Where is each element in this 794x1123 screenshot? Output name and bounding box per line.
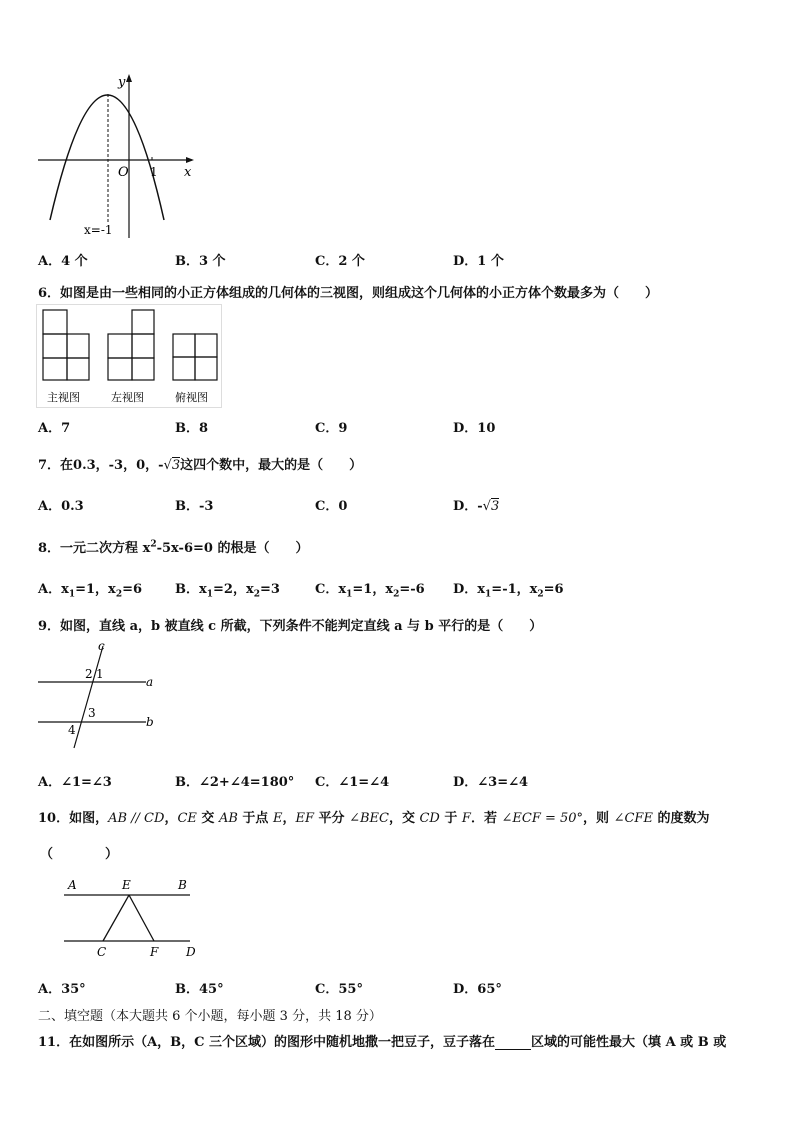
q9-option-b: B．∠2+∠4=180° <box>175 775 295 790</box>
q7-option-a: A．0.3 <box>38 499 84 514</box>
q10-math: AB <box>218 811 238 826</box>
angle-1-label: 1 <box>96 667 104 681</box>
q11-stem-prefix: 11．在如图所示（A，B，C 三个区域）的图形中随机地撒一把豆子，豆子落在 <box>38 1035 496 1050</box>
opt-text: =6 <box>543 582 564 597</box>
point-b-label: B <box>178 878 187 892</box>
q10-option-b: B．45° <box>175 982 224 997</box>
q6-option-d: D．10 <box>453 421 496 436</box>
left-view-label: 左视图 <box>111 391 144 404</box>
q10-text: ．若 <box>470 811 502 826</box>
q10-math: CE <box>177 811 197 826</box>
opt-sub: 2 <box>115 589 123 600</box>
q10-math: ∠BEC <box>349 811 389 826</box>
angle-3-label: 3 <box>88 706 96 720</box>
point-e-label: E <box>122 878 131 892</box>
opt-sub: 2 <box>393 589 400 600</box>
section-2-title: 二、填空题（本大题共 6 个小题，每小题 3 分，共 18 分） <box>38 1009 382 1024</box>
y-axis-label: y <box>118 75 126 90</box>
opt-text: B．x <box>175 582 207 597</box>
q10-math: CD <box>419 811 440 826</box>
origin-label: O <box>118 165 129 180</box>
sqrt-sign: √ <box>163 458 172 473</box>
q7-option-d <box>453 495 499 514</box>
q8-stem-suffix: -5x-6=0 的根是（ ） <box>156 541 309 556</box>
q11-stem-suffix: 区域的可能性最大（填 A 或 B 或 <box>531 1035 727 1050</box>
q8-option-d <box>453 578 564 600</box>
q7-option-d-prefix: D．- <box>453 499 483 514</box>
opt-text: C．x <box>315 582 347 597</box>
q8-stem <box>38 537 308 556</box>
q10-option-a: A．35° <box>38 982 86 997</box>
q10-text: 10．如图， <box>38 811 109 826</box>
q10-option-d: D．65° <box>453 982 502 997</box>
q5-option-c: C．2 个 <box>315 254 365 269</box>
x-axis-label: x <box>184 165 192 180</box>
q10-text: ， <box>164 811 178 826</box>
q10-math: F <box>461 811 471 826</box>
q10-math: E <box>272 811 283 826</box>
point-a-label: A <box>68 878 77 892</box>
opt-text: =1，x <box>75 582 116 597</box>
line-b-label: b <box>146 715 154 729</box>
opt-sub: 1 <box>346 589 353 600</box>
q10-option-c: C．55° <box>315 982 363 997</box>
point-c-label: C <box>97 945 107 959</box>
q10-stem <box>38 807 709 826</box>
q8-option-c <box>315 578 425 600</box>
opt-text: =2，x <box>213 582 254 597</box>
opt-text: A．x <box>38 582 69 597</box>
opt-text: =-6 <box>399 582 425 597</box>
q8-option-b <box>175 578 280 600</box>
three-view-figure <box>36 304 222 408</box>
opt-sub: 1 <box>485 589 492 600</box>
top-view-label: 俯视图 <box>175 391 208 404</box>
q7-stem <box>38 454 362 473</box>
opt-sub: 1 <box>206 589 214 600</box>
parabola-graph <box>36 72 202 240</box>
angle-4-label: 4 <box>68 723 76 737</box>
q10-math: ∠CFE <box>613 811 653 826</box>
q6-stem: 6．如图是由一些相同的小正方体组成的几何体的三视图，则组成这个几何体的小正方体个数最多为（ ） <box>38 286 659 301</box>
q6-option-a: A．7 <box>38 421 71 436</box>
angle-2-label: 2 <box>85 667 93 681</box>
q10-text: 于 <box>439 811 462 826</box>
opt-sub: 1 <box>68 589 76 600</box>
front-view-label: 主视图 <box>47 391 80 404</box>
q7-option-b: B．-3 <box>175 499 214 514</box>
q7-option-c: C．0 <box>315 499 348 514</box>
q10-text: ， <box>282 811 296 826</box>
q10-text: 的度数为 <box>652 811 710 826</box>
q9-option-d: D．∠3=∠4 <box>453 775 529 790</box>
q10-answer-paren: （ ） <box>40 847 119 862</box>
point-f-label: F <box>150 945 159 959</box>
q10-text: ，交 <box>388 811 420 826</box>
symmetry-axis-label: x=-1 <box>84 223 113 237</box>
opt-sub: 2 <box>537 589 544 600</box>
q6-option-b: B．8 <box>175 421 209 436</box>
q10-text: ，则 <box>583 811 614 826</box>
q5-option-a: A．4 个 <box>38 254 88 269</box>
q10-math: EF <box>295 811 314 826</box>
opt-text: =3 <box>259 582 280 597</box>
parallel-lines-figure <box>36 640 158 752</box>
opt-text: D．x <box>453 582 486 597</box>
q9-stem: 9．如图，直线 a，b 被直线 c 所截，下列条件不能判定直线 a 与 b 平行的是（ ） <box>38 619 543 634</box>
answer-blank[interactable] <box>495 1037 531 1050</box>
opt-text: =6 <box>122 582 143 597</box>
q7-stem-suffix: 这四个数中，最大的是（ ） <box>180 458 363 473</box>
q8-stem-exponent: 2 <box>150 539 157 550</box>
q8-option-a <box>38 578 142 600</box>
sqrt-sign: √ <box>482 499 491 514</box>
q7-stem-prefix: 7．在0.3，-3，0，- <box>38 458 164 473</box>
q5-option-b: B．3 个 <box>175 254 226 269</box>
q5-option-d: D．1 个 <box>453 254 504 269</box>
point-d-label: D <box>186 945 196 959</box>
q10-math: AB // CD <box>108 811 165 826</box>
q7-stem-radicand: 3 <box>171 458 181 473</box>
triangle-parallel-figure <box>62 876 202 960</box>
opt-sub: 2 <box>253 589 260 600</box>
q8-stem-prefix: 8．一元二次方程 x <box>38 541 151 556</box>
opt-text: =1，x <box>352 582 394 597</box>
line-a-label: a <box>146 675 154 689</box>
q10-text: 平分 <box>314 811 350 826</box>
q9-option-c: C．∠1=∠4 <box>315 775 390 790</box>
q9-option-a: A．∠1=∠3 <box>38 775 112 790</box>
q7-option-d-radicand: 3 <box>490 499 500 514</box>
opt-text: =-1，x <box>491 582 538 597</box>
q10-text: 于点 <box>237 811 273 826</box>
q6-option-c: C．9 <box>315 421 348 436</box>
tick-one-label: 1 <box>150 165 158 179</box>
line-c-label: c <box>98 640 105 653</box>
q11-stem <box>38 1031 726 1050</box>
q10-math: ∠ECF = 50° <box>501 811 584 826</box>
q10-text: 交 <box>196 811 219 826</box>
